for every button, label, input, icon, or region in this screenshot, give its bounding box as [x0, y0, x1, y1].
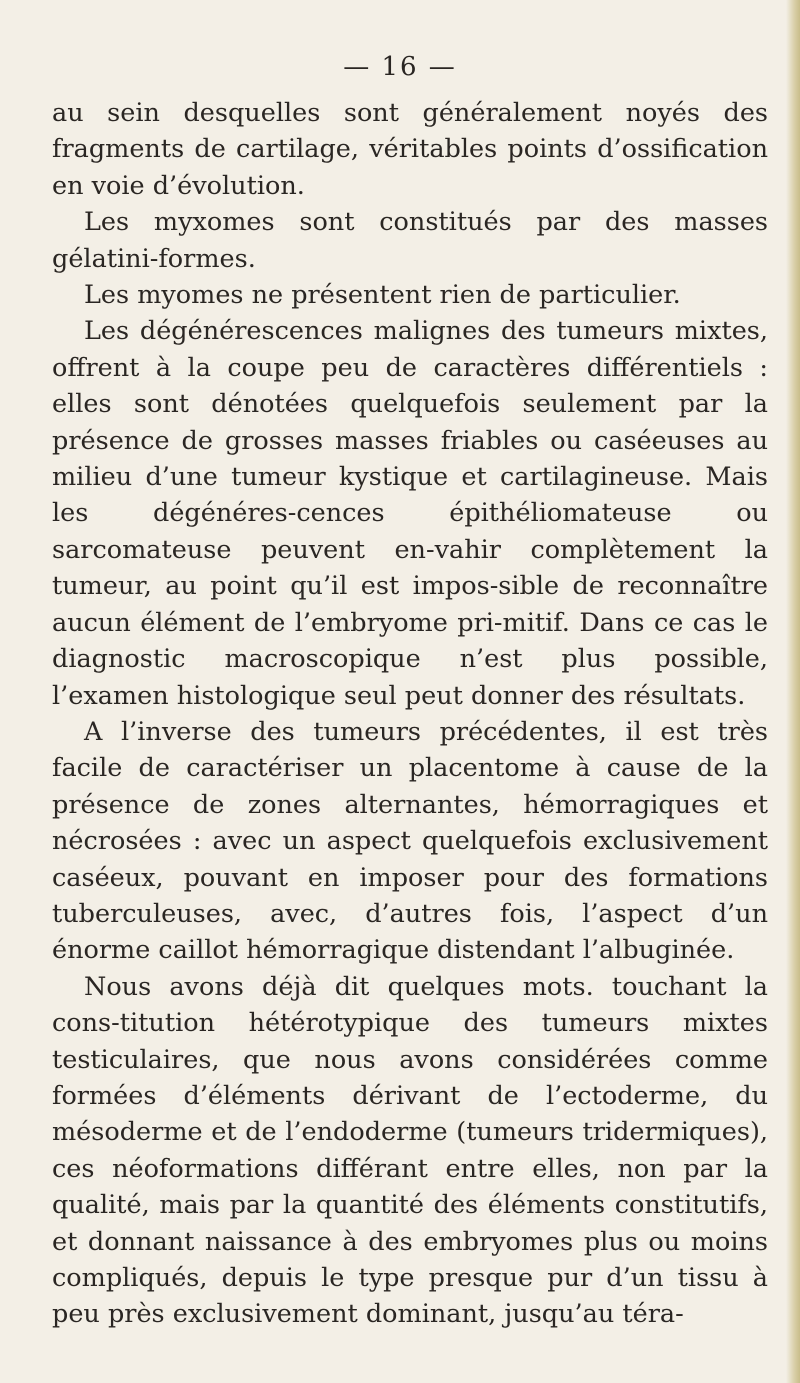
paragraph-constitution: Nous avons déjà dit quelques mots. touchant la cons-titution hétérotypique des tumeurs mixtes testiculaires, que nous avons considérées comme formées d’éléments dérivant de l’ectoderme, du mésoderme et de l’endoderme (tumeurs tridermiques), ces néoformations différant entre elles, non par la qualité, mais par la quantité des éléments constitutifs, et donnant naissance à des embryomes plus ou moins compliqués, depuis le type presque pur d’un tissu à peu près exclusivement dominant, jusqu’au téra-: [52, 971, 768, 1330]
paragraph-continuation: au sein desquelles sont généralement noyés des fragments de cartilage, véritables points d’ossification en voie d’évolution.: [52, 98, 768, 201]
page-edge-shadow: [786, 0, 800, 1383]
paragraph-degenerescences: Les dégénérescences malignes des tumeurs mixtes, offrent à la coupe peu de caractères différentiels : elles sont dénotées quelquefois seulement par la présence de grosses masses friables ou caséeuses au milieu d’une tumeur kystique et cartilagineuse. Mais les dégénéres-cences épithéliomateuse ou sarcomateuse peuvent en-vahir complètement la tumeur, au point qu’il est impos-sible de reconnaître aucun élément de l’embryome pri-mitif. Dans ce cas le diagnostic macroscopique n’est plus possible, l’examen histologique seul peut donner des résultats.: [52, 316, 768, 711]
body-text: [52, 95, 768, 1333]
paragraph-placentome: A l’inverse des tumeurs précédentes, il est très facile de caractériser un placentome à cause de la présence de zones alternantes, hémorragiques et nécrosées : avec un aspect quelquefois exclusivement caséeux, pouvant en imposer pour des formations tuberculeuses, avec, d’autres fois, l’aspect d’un énorme caillot hémorragique distendant l’albuginée.: [52, 716, 768, 966]
page-number: — 16 —: [343, 52, 457, 82]
paragraph-myxomes: Les myxomes sont constitués par des masses gélatini-formes.: [52, 207, 768, 274]
paragraph-myomes: Les myomes ne présentent rien de particulier.: [84, 280, 681, 311]
